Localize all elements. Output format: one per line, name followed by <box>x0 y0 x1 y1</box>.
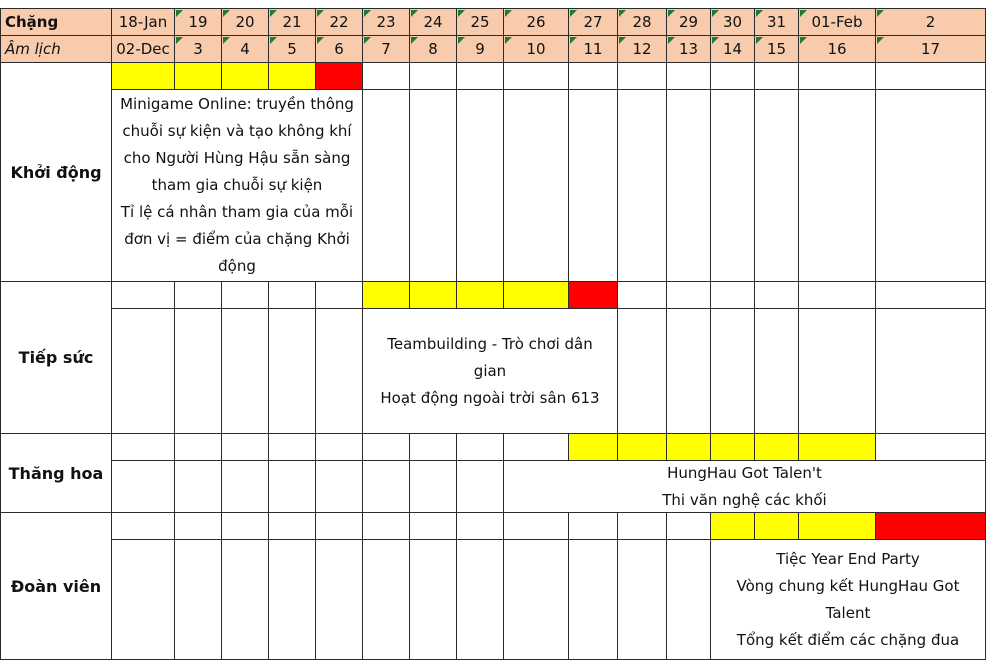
note-line: Tổng kết điểm các chặng đua <box>736 630 960 649</box>
empty-cell[interactable] <box>222 434 269 461</box>
empty-cell[interactable] <box>569 63 618 90</box>
date-cell[interactable]: 23 <box>363 8 410 36</box>
empty-cell[interactable] <box>363 461 410 513</box>
lunar-date-cell[interactable]: 3 <box>175 36 222 63</box>
comment-marker-icon <box>619 37 626 44</box>
lunar-date-cell[interactable]: 4 <box>222 36 269 63</box>
comment-marker-icon <box>619 10 626 17</box>
empty-cell[interactable] <box>316 540 363 660</box>
comment-marker-icon <box>317 10 324 17</box>
empty-cell[interactable] <box>711 309 755 434</box>
comment-marker-icon <box>458 10 465 17</box>
note-line: Talent <box>825 603 871 622</box>
comment-marker-icon <box>668 37 675 44</box>
active-day[interactable] <box>799 513 876 540</box>
empty-cell[interactable] <box>618 309 667 434</box>
date-cell[interactable]: 30 <box>711 8 755 36</box>
active-day[interactable] <box>222 63 269 90</box>
active-day[interactable] <box>711 513 755 540</box>
lunar-date-cell[interactable]: 13 <box>667 36 711 63</box>
note-line: HungHau Got Talen't <box>667 463 822 482</box>
empty-cell[interactable] <box>618 540 667 660</box>
comment-marker-icon <box>800 37 807 44</box>
lunar-date-cell[interactable]: 9 <box>457 36 504 63</box>
empty-cell[interactable] <box>410 461 457 513</box>
comment-marker-icon <box>223 10 230 17</box>
empty-cell[interactable] <box>504 90 569 282</box>
date-cell[interactable]: 20 <box>222 8 269 36</box>
empty-cell[interactable] <box>457 434 504 461</box>
lunar-date-cell[interactable]: 14 <box>711 36 755 63</box>
active-day[interactable] <box>363 282 410 309</box>
comment-marker-icon <box>364 37 371 44</box>
comment-marker-icon <box>270 37 277 44</box>
comment-marker-icon <box>800 10 807 17</box>
empty-cell[interactable] <box>316 513 363 540</box>
date-cell[interactable]: 2 <box>876 8 986 36</box>
lunar-date-cell[interactable]: 16 <box>799 36 876 63</box>
empty-cell[interactable] <box>755 309 799 434</box>
note-line: Tỉ lệ cá nhân tham gia của mỗi <box>120 203 354 221</box>
stage-thang-hoa[interactable]: Thăng hoa <box>0 434 112 513</box>
deadline-day[interactable] <box>876 513 986 540</box>
date-cell[interactable]: 01-Feb <box>799 8 876 36</box>
date-cell[interactable]: 25 <box>457 8 504 36</box>
comment-marker-icon <box>317 37 324 44</box>
active-day[interactable] <box>457 282 504 309</box>
stage-doan-vien[interactable]: Đoàn viên <box>0 513 112 660</box>
note-line: chuỗi sự kiện và tạo không khí <box>122 122 352 140</box>
empty-cell[interactable] <box>876 63 986 90</box>
active-day[interactable] <box>799 434 876 461</box>
empty-cell[interactable] <box>269 282 316 309</box>
empty-cell[interactable] <box>269 513 316 540</box>
empty-cell[interactable] <box>222 513 269 540</box>
active-day[interactable] <box>175 63 222 90</box>
empty-cell[interactable] <box>175 540 222 660</box>
khoi-dong-description[interactable] <box>112 90 363 282</box>
empty-cell[interactable] <box>457 90 504 282</box>
lunar-date-cell[interactable]: 15 <box>755 36 799 63</box>
empty-cell[interactable] <box>269 461 316 513</box>
lunar-date-cell[interactable]: 8 <box>410 36 457 63</box>
note-line: cho Người Hùng Hậu sẵn sàng <box>123 149 351 167</box>
empty-cell[interactable] <box>222 540 269 660</box>
comment-marker-icon <box>877 10 884 17</box>
active-day[interactable] <box>618 434 667 461</box>
lunar-date-cell[interactable]: 10 <box>504 36 569 63</box>
comment-marker-icon <box>364 10 371 17</box>
date-cell[interactable]: 28 <box>618 8 667 36</box>
empty-cell[interactable] <box>316 461 363 513</box>
stage-khoi-dong[interactable]: Khởi động <box>0 63 112 282</box>
empty-cell[interactable] <box>711 282 755 309</box>
empty-cell[interactable] <box>316 434 363 461</box>
thang-hoa-description[interactable] <box>504 461 986 513</box>
lunar-date-cell[interactable]: 02-Dec <box>112 36 175 63</box>
empty-cell[interactable] <box>175 282 222 309</box>
active-day[interactable] <box>504 282 569 309</box>
empty-cell[interactable] <box>363 90 410 282</box>
date-cell[interactable]: 29 <box>667 8 711 36</box>
empty-cell[interactable] <box>504 540 569 660</box>
comment-marker-icon <box>176 37 183 44</box>
empty-cell[interactable] <box>799 90 876 282</box>
empty-cell[interactable] <box>876 282 986 309</box>
empty-cell[interactable] <box>175 513 222 540</box>
comment-marker-icon <box>712 37 719 44</box>
empty-cell[interactable] <box>457 513 504 540</box>
lunar-date-cell[interactable]: 17 <box>876 36 986 63</box>
note-line: Tiệc Year End Party <box>776 549 920 568</box>
empty-cell[interactable] <box>363 540 410 660</box>
empty-cell[interactable] <box>618 90 667 282</box>
empty-cell[interactable] <box>363 63 410 90</box>
comment-marker-icon <box>756 10 763 17</box>
active-day[interactable] <box>410 282 457 309</box>
comment-marker-icon <box>570 10 577 17</box>
note-line: Teambuilding - Trò chơi dân <box>387 334 593 353</box>
empty-cell[interactable] <box>667 309 711 434</box>
date-cell[interactable]: 27 <box>569 8 618 36</box>
date-cell[interactable]: 21 <box>269 8 316 36</box>
active-day[interactable] <box>667 434 711 461</box>
empty-cell[interactable] <box>410 540 457 660</box>
empty-cell[interactable] <box>457 63 504 90</box>
note-line: gian <box>473 361 507 380</box>
empty-cell[interactable] <box>112 434 175 461</box>
empty-cell[interactable] <box>269 540 316 660</box>
empty-cell[interactable] <box>222 282 269 309</box>
empty-cell[interactable] <box>618 282 667 309</box>
empty-cell[interactable] <box>112 461 175 513</box>
empty-cell[interactable] <box>799 282 876 309</box>
empty-cell[interactable] <box>363 434 410 461</box>
date-cell[interactable]: 31 <box>755 8 799 36</box>
empty-cell[interactable] <box>755 282 799 309</box>
date-cell[interactable]: 18-Jan <box>112 8 175 36</box>
empty-cell[interactable] <box>410 63 457 90</box>
empty-cell[interactable] <box>667 90 711 282</box>
active-day[interactable] <box>755 434 799 461</box>
empty-cell[interactable] <box>569 90 618 282</box>
comment-marker-icon <box>756 37 763 44</box>
empty-cell[interactable] <box>112 513 175 540</box>
lunar-date-cell[interactable]: 7 <box>363 36 410 63</box>
empty-cell[interactable] <box>175 309 222 434</box>
note-line: đơn vị = điểm của chặng Khởi <box>124 230 350 248</box>
comment-marker-icon <box>411 10 418 17</box>
empty-cell[interactable] <box>667 63 711 90</box>
empty-cell[interactable] <box>755 63 799 90</box>
note-line: Thi văn nghệ các khối <box>662 490 827 509</box>
empty-cell[interactable] <box>410 90 457 282</box>
empty-cell[interactable] <box>755 90 799 282</box>
empty-cell[interactable] <box>711 63 755 90</box>
empty-cell[interactable] <box>112 309 175 434</box>
active-day[interactable] <box>112 63 175 90</box>
empty-cell[interactable] <box>569 540 618 660</box>
empty-cell[interactable] <box>112 282 175 309</box>
note-line: Vòng chung kết HungHau Got <box>736 576 960 595</box>
header-lunar-label[interactable]: Âm lịch <box>0 36 112 63</box>
comment-marker-icon <box>877 37 884 44</box>
empty-cell[interactable] <box>667 282 711 309</box>
lunar-date-cell[interactable]: 11 <box>569 36 618 63</box>
comment-marker-icon <box>505 10 512 17</box>
empty-cell[interactable] <box>269 309 316 434</box>
empty-cell[interactable] <box>876 434 986 461</box>
comment-marker-icon <box>176 10 183 17</box>
date-cell[interactable]: 22 <box>316 8 363 36</box>
stage-tiep-suc[interactable]: Tiếp sức <box>0 282 112 434</box>
empty-cell[interactable] <box>667 540 711 660</box>
active-day[interactable] <box>711 434 755 461</box>
empty-cell[interactable] <box>876 309 986 434</box>
note-line: Hoạt động ngoài trời sân 613 <box>380 388 600 407</box>
empty-cell[interactable] <box>175 461 222 513</box>
empty-cell[interactable] <box>876 90 986 282</box>
empty-cell[interactable] <box>222 309 269 434</box>
deadline-day[interactable] <box>569 282 618 309</box>
empty-cell[interactable] <box>711 90 755 282</box>
empty-cell[interactable] <box>363 513 410 540</box>
empty-cell[interactable] <box>504 513 569 540</box>
lunar-date-cell[interactable]: 5 <box>269 36 316 63</box>
lunar-date-cell[interactable]: 6 <box>316 36 363 63</box>
deadline-day[interactable] <box>316 63 363 90</box>
note-line: Minigame Online: truyền thông <box>120 95 354 113</box>
comment-marker-icon <box>458 37 465 44</box>
empty-cell[interactable] <box>410 434 457 461</box>
comment-marker-icon <box>668 10 675 17</box>
header-stage-label[interactable]: Chặng <box>0 8 112 36</box>
empty-cell[interactable] <box>618 63 667 90</box>
comment-marker-icon <box>570 37 577 44</box>
tiep-suc-description[interactable] <box>363 309 618 434</box>
doan-vien-description[interactable] <box>711 540 986 660</box>
empty-cell[interactable] <box>569 513 618 540</box>
empty-cell[interactable] <box>269 434 316 461</box>
empty-cell[interactable] <box>222 461 269 513</box>
comment-marker-icon <box>223 37 230 44</box>
empty-cell[interactable] <box>799 63 876 90</box>
empty-cell[interactable] <box>504 63 569 90</box>
active-day[interactable] <box>269 63 316 90</box>
active-day[interactable] <box>755 513 799 540</box>
empty-cell[interactable] <box>457 540 504 660</box>
date-cell[interactable]: 26 <box>504 8 569 36</box>
empty-cell[interactable] <box>457 461 504 513</box>
comment-marker-icon <box>270 10 277 17</box>
empty-cell[interactable] <box>504 434 569 461</box>
empty-cell[interactable] <box>316 282 363 309</box>
empty-cell[interactable] <box>410 513 457 540</box>
empty-cell[interactable] <box>316 309 363 434</box>
note-line: tham gia chuỗi sự kiện <box>151 176 323 194</box>
empty-cell[interactable] <box>175 434 222 461</box>
comment-marker-icon <box>411 37 418 44</box>
comment-marker-icon <box>712 10 719 17</box>
empty-cell[interactable] <box>799 309 876 434</box>
empty-cell[interactable] <box>112 540 175 660</box>
date-cell[interactable]: 24 <box>410 8 457 36</box>
active-day[interactable] <box>569 434 618 461</box>
date-cell[interactable]: 19 <box>175 8 222 36</box>
note-line: động <box>218 257 256 275</box>
empty-cell[interactable] <box>667 513 711 540</box>
comment-marker-icon <box>505 37 512 44</box>
empty-cell[interactable] <box>618 513 667 540</box>
lunar-date-cell[interactable]: 12 <box>618 36 667 63</box>
